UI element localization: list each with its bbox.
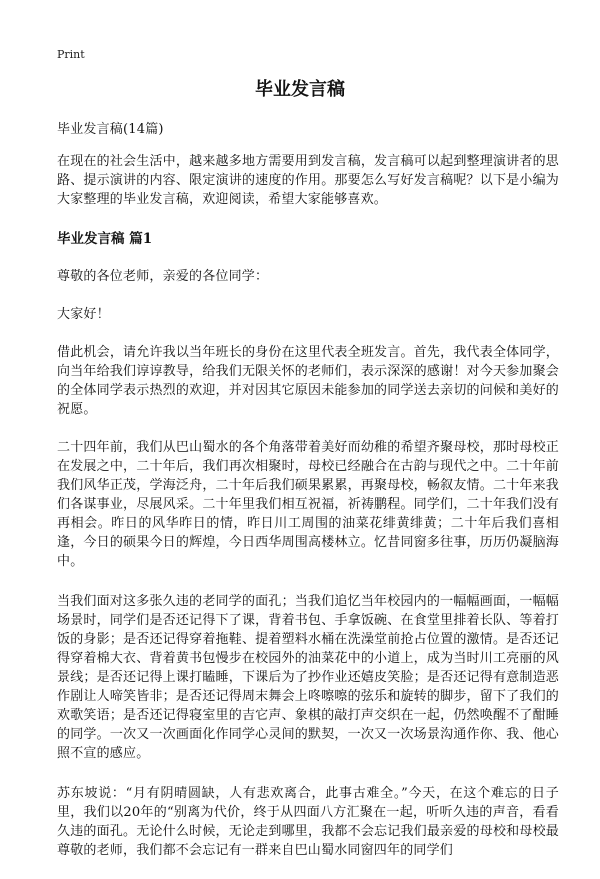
- body-paragraph: 苏东坡说：“月有阴晴圆缺，人有悲欢离合，此事古难全。”今天，在这个难忘的日子里，我们以20年的“别离为代价，终于从四面八方汇聚在一起，听听久违的声音，看看久违的面孔。无论什么时候，无论走到哪里，我都不会忘记我们最亲爱的母校和母校最尊敬的老师，我们都不会忘记有一群来自巴山蜀水同窗四年的同学们: [57, 786, 559, 858]
- print-link[interactable]: Print: [57, 48, 85, 61]
- document-body: [57, 120, 559, 879]
- document-title: 毕业发言稿: [255, 79, 345, 100]
- body-paragraph: 当我们面对这多张久违的老同学的面孔；当我们追忆当年校园内的一幅幅画面，一幅幅场景时，同学们是否还记得下了课，背着书包、手拿饭碗、在食堂里排着长队、等着打饭的身影；是否还记得穿着拖鞋、提着塑料水桶在洗澡堂前抢占位置的激情。是否还记得穿着棉大衣、背着黄书包慢步在校园外的油菜花中的小道上，成为当时川工亮丽的风景线；是否还记得上课打瞌睡，下课后为了抄作业还嬉皮笑脸；是否还记得有意制造恶作剧让人啼笑皆非；是否还记得周末舞会上咚嚓嚓的弦乐和旋转的脚步，留下了我们的欢歌笑语；是否还记得寝室里的吉它声、象棋的敲打声交织在一起，仍然唤醒不了酣睡的同学。一次又一次画面化作同学心灵间的默契，一次又一次场景沟通作你、我、他心照不宣的感应。: [57, 594, 559, 761]
- intro-paragraph: 在现在的社会生活中，越来越多地方需要用到发言稿，发言稿可以起到整理演讲者的思路、提示演讲的内容、限定演讲的速度的作用。那要怎么写好发言稿呢？以下是小编为大家整理的毕业发言稿，欢迎阅读，希望大家能够喜欢。: [57, 154, 559, 207]
- section-heading: 毕业发言稿 篇1: [57, 231, 153, 247]
- document-subtitle: 毕业发言稿(14篇): [57, 122, 164, 137]
- greeting-paragraph: 大家好！: [57, 307, 110, 322]
- body-paragraph: 二十四年前，我们从巴山蜀水的各个角落带着美好而幼稚的希望齐聚母校，那时母校正在发展之中，二十年后，我们再次相聚时，母校已经融合在古韵与现代之中。二十年前我们风华正茂，学海泛舟，二十年后我们硕果累累，再聚母校，畅叙友情。二十年来我们各谋事业，尽展风采。二十年里我们相互祝福，祈祷鹏程。同学们，二十年我们没有再相会。昨日的风华昨日的情，昨日川工周围的油菜花绯黄绯黄；二十年后我们喜相逢，今日的硕果今日的辉煌，今日西华周围高楼林立。忆昔同窗多往事，历历仍凝脑海中。: [57, 440, 559, 569]
- body-paragraph: 借此机会，请允许我以当年班长的身份在这里代表全班发言。首先，我代表全体同学，向当年给我们谆谆教导，给我们无限关怀的老师们，表示深深的感谢！对今天参加聚会的全体同学表示热烈的欢迎，并对因其它原因未能参加的同学送去亲切的问候和美好的祝愿。: [57, 345, 559, 417]
- salutation-paragraph: 尊敬的各位老师，亲爱的各位同学：: [57, 269, 269, 284]
